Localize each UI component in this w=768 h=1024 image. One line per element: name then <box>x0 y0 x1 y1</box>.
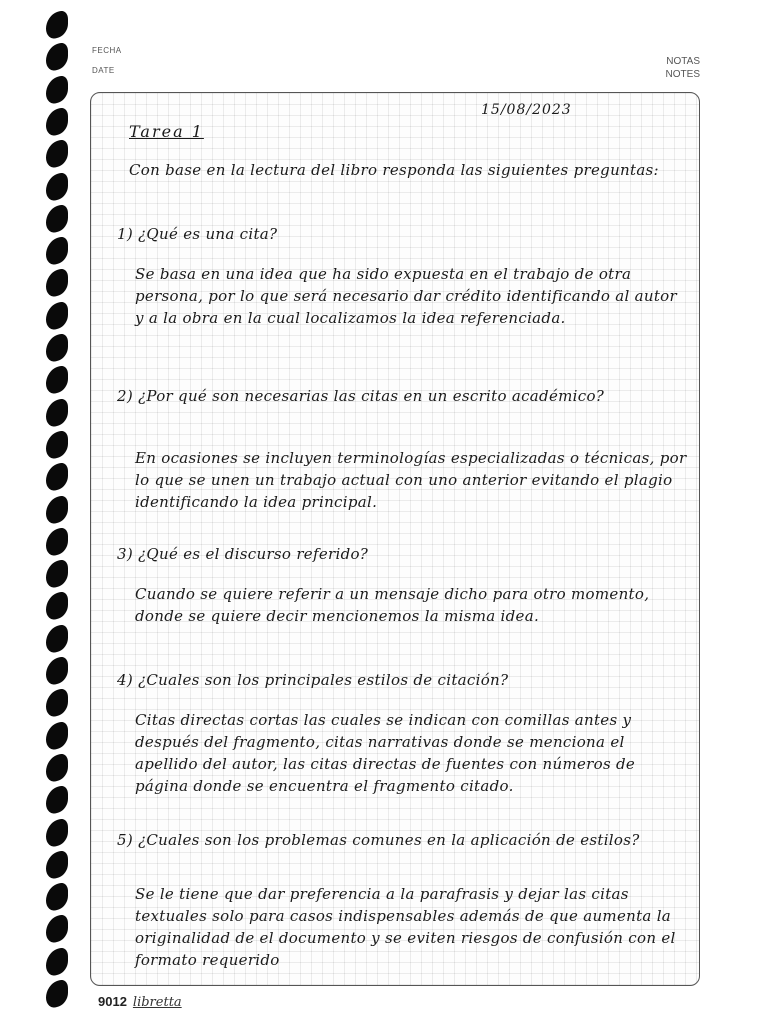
binding-hole <box>46 364 68 397</box>
notebook-footer <box>98 994 182 1010</box>
binding-hole <box>46 558 68 591</box>
binding-hole <box>46 977 68 1010</box>
binding-hole <box>46 267 68 300</box>
binding-hole <box>46 170 68 203</box>
binding-hole <box>46 687 68 720</box>
answer-4: Citas directas cortas las cuales se indican con comillas antes y después del fragmento, citas narrativas donde se menciona el apellido del autor, las citas directas de fuentes con números de página donde se encuentra el fragmento citado. <box>135 711 636 795</box>
binding-hole <box>46 138 68 171</box>
notas-label: NOTAS <box>666 56 700 67</box>
binding-hole <box>46 428 68 461</box>
binding-hole <box>46 396 68 429</box>
notes-label: NOTES <box>665 69 700 80</box>
assignment-title: Tarea 1 <box>129 122 204 141</box>
binding-hole <box>46 299 68 332</box>
binding-hole <box>46 590 68 623</box>
question-3: 3) ¿Qué es el discurso referido? <box>117 545 369 563</box>
question-1: 1) ¿Qué es una cita? <box>117 225 278 243</box>
question-5: 5) ¿Cuales son los problemas comunes en la aplicación de estilos? <box>117 831 640 849</box>
binding-hole <box>46 719 68 752</box>
binding-hole <box>46 751 68 784</box>
answer-3: Cuando se quiere referir a un mensaje dicho para otro momento, donde se quiere decir mencionemos la misma idea. <box>135 585 650 625</box>
binding-hole <box>46 105 68 138</box>
fecha-label: FECHA <box>92 46 122 55</box>
product-code: 9012 <box>98 994 127 1009</box>
binding-hole <box>46 8 68 41</box>
answer-5: Se le tiene que dar preferencia a la parafrasis y dejar las citas textuales solo para casos indispensables además de que aumenta la originalidad de el documento y se eviten riesgos de confusión con el formato requerido <box>135 885 676 969</box>
binding-hole <box>46 784 68 817</box>
binding-hole <box>46 202 68 235</box>
binding-hole <box>46 913 68 946</box>
binding-hole <box>46 41 68 74</box>
binding-hole <box>46 235 68 268</box>
binding-hole <box>46 525 68 558</box>
answer-2: En ocasiones se incluyen terminologías especializadas o técnicas, por lo que se unen un trabajo actual con uno anterior evitando el plagio identificando la idea principal. <box>135 449 687 511</box>
question-2: 2) ¿Por qué son necesarias las citas en un escrito académico? <box>117 387 605 405</box>
date-label: DATE <box>92 66 115 75</box>
binding-hole <box>46 461 68 494</box>
brand-logo: libretta <box>132 995 182 1010</box>
notebook-page <box>90 92 700 986</box>
answer-1: Se basa en una idea que ha sido expuesta en el trabajo de otra persona, por lo que será necesario dar crédito identificando al autor y a la obra en la cual localizamos la idea referenciada. <box>135 265 677 327</box>
binding-hole <box>46 331 68 364</box>
binding-hole <box>46 73 68 106</box>
written-date: 15/08/2023 <box>481 102 572 118</box>
binding-hole <box>46 945 68 978</box>
spiral-binding <box>0 0 80 1024</box>
binding-hole <box>46 848 68 881</box>
binding-hole <box>46 493 68 526</box>
intro-text: Con base en la lectura del libro responda las siguientes preguntas: <box>129 161 659 179</box>
binding-hole <box>46 816 68 849</box>
binding-hole <box>46 622 68 655</box>
question-4: 4) ¿Cuales son los principales estilos de citación? <box>117 671 509 689</box>
binding-hole <box>46 654 68 687</box>
binding-hole <box>46 881 68 914</box>
